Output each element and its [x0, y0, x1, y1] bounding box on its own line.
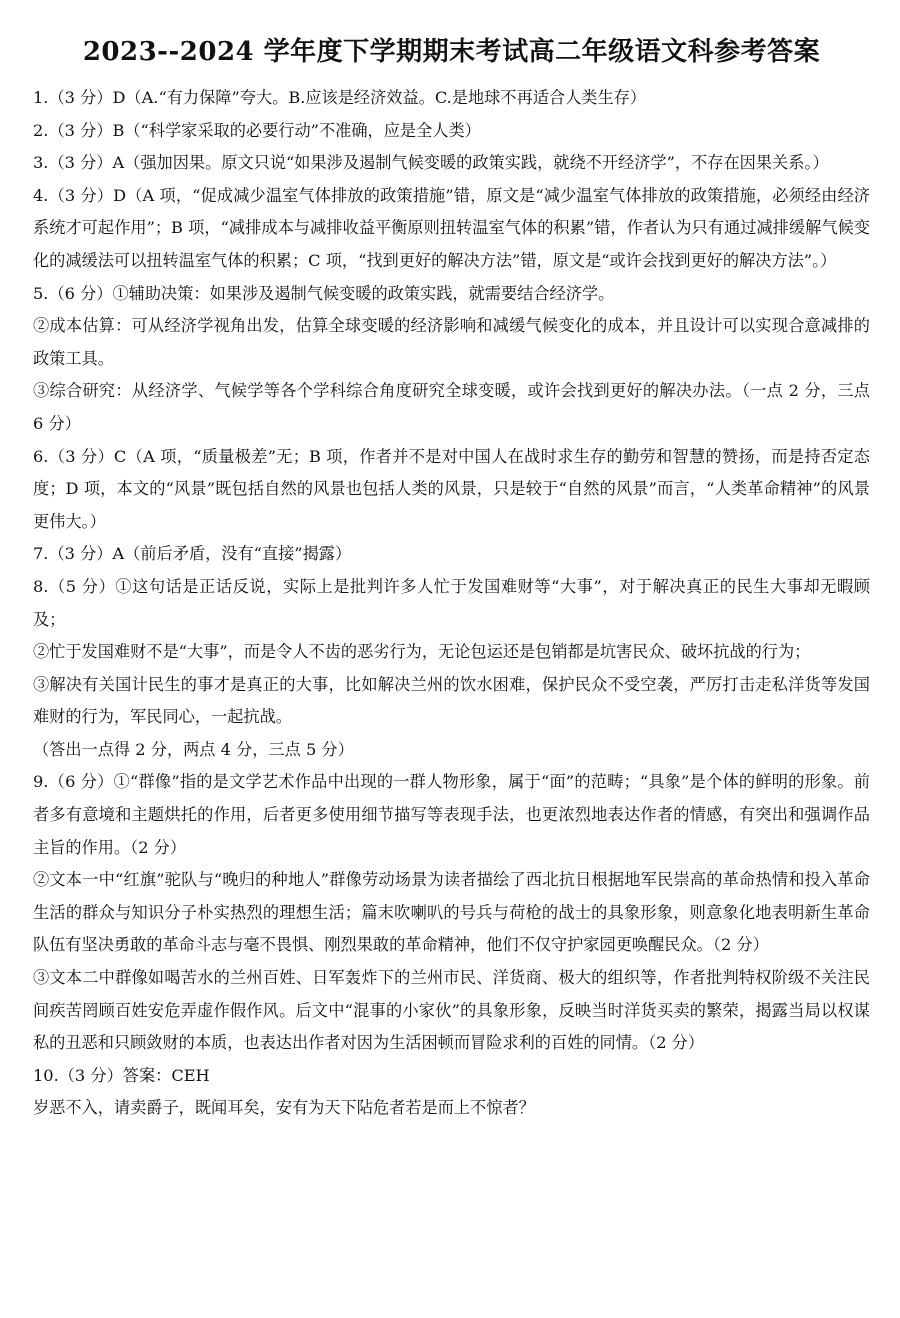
answer-q2: 2.（3 分）B（“科学家采取的必要行动”不准确，应是全人类）	[33, 120, 481, 140]
answer-q10-sentence: 岁恶不入，请卖爵子，既闻耳矣，安有为天下阽危者若是而上不惊者？	[33, 1098, 535, 1118]
answer-q8-point1: 8.（5 分）①这句话是正话反说，实际上是批判许多人忙于发国难财等“大事”，对于解决真正的民生大事却无暇顾及；	[33, 576, 870, 629]
answer-q10: 10.（3 分）答案：CEH	[33, 1065, 210, 1085]
answer-q8-scoring: （答出一点得 2 分，两点 4 分，三点 5 分）	[33, 739, 354, 759]
answer-q7: 7.（3 分）A（前后矛盾，没有“直接”揭露）	[33, 544, 352, 564]
answer-q9-point1: 9.（6 分）①“群像”指的是文学艺术作品中出现的一群人物形象，属于“面”的范畴；“具象”是个体的鲜明的形象。前者多有意境和主题烘托的作用，后者更多使用细节描写等表现手法，也更浓烈地表达作者的情感，有突出和强调作品主旨的作用。（2 分）	[33, 772, 870, 857]
answer-q9-point3: ③文本二中群像如喝苦水的兰州百姓、日军轰炸下的兰州市民、洋货商、极大的组织等，作者批判特权阶级不关注民间疾苦罔顾百姓安危弄虚作假作风。后文中“混事的小家伙”的具象形象，反映当时洋货买卖的繁荣，揭露当局以权谋私的丑恶和只顾敛财的本质，也表达出作者对因为生活困顿而冒险求利的百姓的同情。（2 分）	[33, 968, 870, 1053]
answer-q5-point3: ③综合研究：从经济学、气候学等各个学科综合角度研究全球变暖，或许会找到更好的解决办法。（一点 2 分，三点 6 分）	[33, 381, 870, 433]
answer-q5-point2: ②成本估算：可从经济学视角出发，估算全球变暖的经济影响和减缓气候变化的成本，并且设计可以实现合意减排的政策工具。	[33, 316, 870, 368]
answer-q1: 1.（3 分）D（A.“有力保障”夸大。B.应该是经济效益。C.是地球不再适合人类生存）	[33, 88, 647, 107]
page-title: 2023--2024 学年度下学期期末考试高二年级语文科参考答案	[82, 37, 821, 67]
answer-q9-point2: ②文本一中“红旗”驼队与“晚归的种地人”群像劳动场景为读者描绘了西北抗日根据地军民崇高的革命热情和投入革命生活的群众与知识分子朴实热烈的理想生活；篇末吹喇叭的号兵与荷枪的战士的具象形象，则意象化地表明新生革命队伍有坚决勇敢的革命斗志与毫不畏惧、刚烈果敢的革命精神，他们不仅守护家园更唤醒民众。（2 分）	[33, 870, 870, 955]
answer-list	[33, 82, 870, 1125]
answer-q8-point3: ③解决有关国计民生的事才是真正的大事，比如解决兰州的饮水困难，保护民众不受空袭，严厉打击走私洋货等发国难财的行为，军民同心，一起抗战。	[33, 674, 870, 727]
answer-q4: 4.（3 分）D（A 项，“促成减少温室气体排放的政策措施”错，原文是“减少温室气体排放的政策措施，必须经由经济系统才可起作用”；B 项，“减排成本与减排收益平衡原则扭转温室气体的积累”错，作者认为只有通过减排缓解气候变化的减缓法可以扭转温室气体的积累；C 项，“找到更好的解决方法”错，原文是“或许会找到更好的解决方法”。）	[33, 185, 870, 270]
answer-q6: 6.（3 分）C（A 项，“质量极差”无；B 项，作者并不是对中国人在战时求生存的勤劳和智慧的赞扬，而是持否定态度；D 项，本文的“风景”既包括自然的风景也包括人类的风景，只是较于“自然的风景”而言，“人类革命精神”的风景更伟大。）	[33, 446, 870, 531]
answer-q8-point2: ②忙于发国难财不是“大事”，而是令人不齿的恶劣行为，无论包运还是包销都是坑害民众、破坏抗战的行为；	[33, 642, 811, 662]
answer-q5-point1: 5.（6 分）①辅助决策：如果涉及遏制气候变暖的政策实践，就需要结合经济学。	[33, 283, 615, 303]
answer-q3: 3.（3 分）A（强加因果。原文只说“如果涉及遏制气候变暖的政策实践，就绕不开经济学”，不存在因果关系。）	[33, 153, 829, 173]
